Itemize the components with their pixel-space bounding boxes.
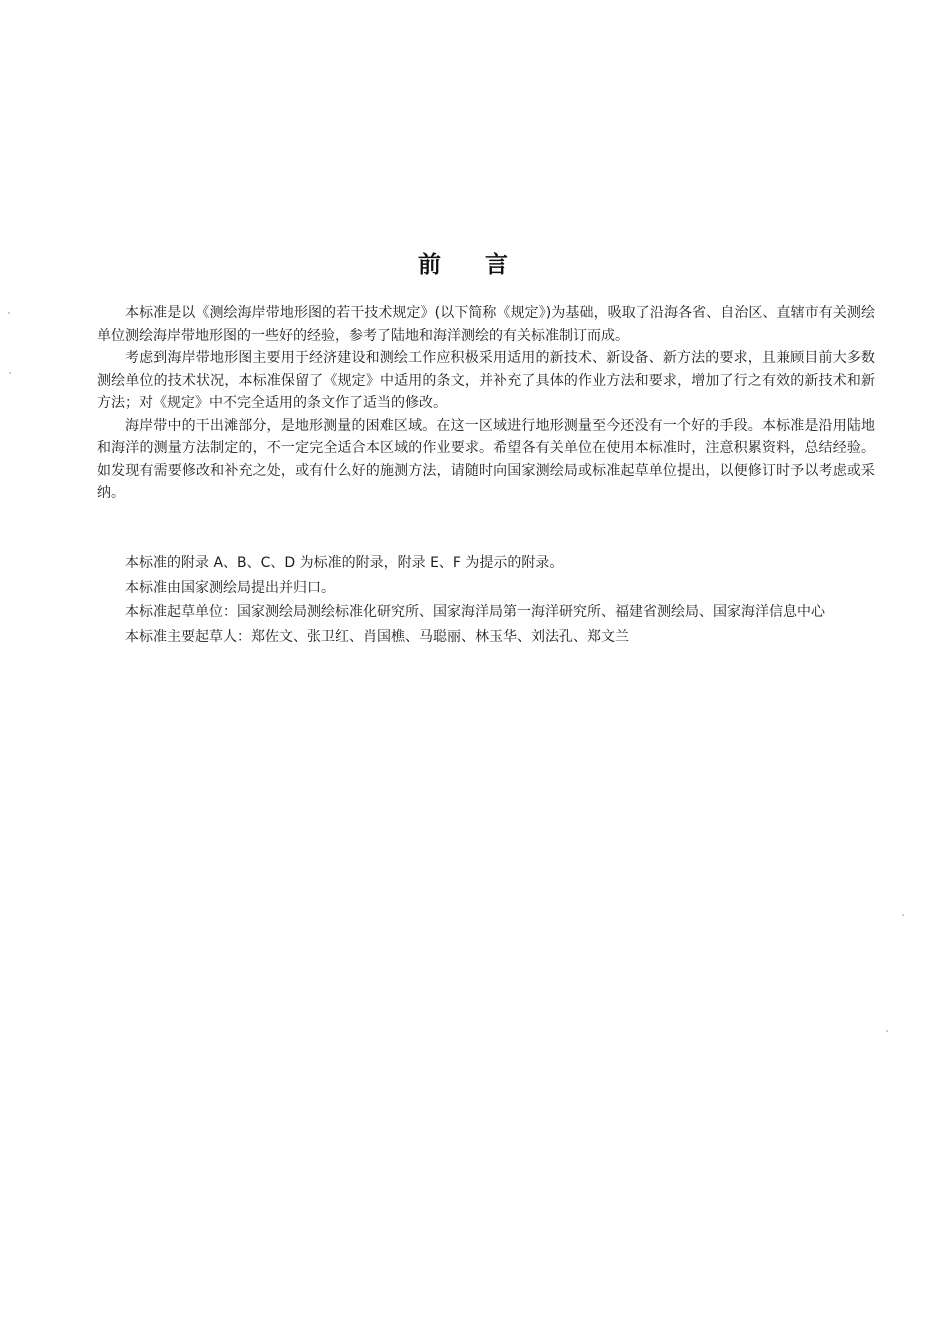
foreword-title: 前言 bbox=[418, 252, 552, 278]
foreword-notes bbox=[97, 551, 875, 649]
foreword-body bbox=[97, 302, 875, 505]
scan-speck bbox=[9, 372, 11, 374]
scan-speck bbox=[886, 1030, 888, 1032]
foreword-paragraph-1: 本标准是以《测绘海岸带地形图的若干技术规定》(以下简称《规定》)为基础，吸取了沿海各省、自治区、直辖市有关测绘单位测绘海岸带地形图的一些好的经验，参考了陆地和海洋测绘的有关标准制订而成。 bbox=[97, 305, 875, 344]
appendix-note: 本标准的附录 A、B、C、D 为标准的附录，附录 E、F 为提示的附录。 bbox=[125, 555, 564, 571]
drafters-note: 本标准主要起草人：郑佐文、张卫红、肖国樵、马聪丽、林玉华、刘法孔、郑文兰 bbox=[125, 628, 629, 645]
scan-speck bbox=[902, 914, 904, 916]
proposer-note: 本标准由国家测绘局提出并归口。 bbox=[125, 579, 335, 596]
foreword-paragraph-2: 考虑到海岸带地形图主要用于经济建设和测绘工作应积极采用适用的新技术、新设备、新方法的要求，且兼顾目前大多数测绘单位的技术状况，本标准保留了《规定》中适用的条文，并补充了具体的作业方法和要求，增加了行之有效的新技术和新方法；对《规定》中不完全适用的条文作了适当的修改。 bbox=[97, 350, 875, 411]
drafting-units-label: 本标准起草单位： bbox=[125, 604, 237, 620]
drafting-units-value: 国家测绘局测绘标准化研究所、国家海洋局第一海洋研究所、福建省测绘局、国家海洋信息中心 bbox=[237, 604, 825, 620]
foreword-paragraph-3: 海岸带中的干出滩部分，是地形测量的困难区域。在这一区域进行地形测量至今还没有一个好的手段。本标准是沿用陆地和海洋的测量方法制定的，不一定完全适合本区域的作业要求。希望各有关单位在使用本标准时，注意积累资料，总结经验。如发现有需要修改和补充之处，或有什么好的施测方法，请随时向国家测绘局或标准起草单位提出，以便修订时予以考虑或采纳。 bbox=[97, 417, 875, 501]
scan-speck bbox=[8, 312, 10, 314]
drafting-units-note bbox=[97, 600, 875, 625]
